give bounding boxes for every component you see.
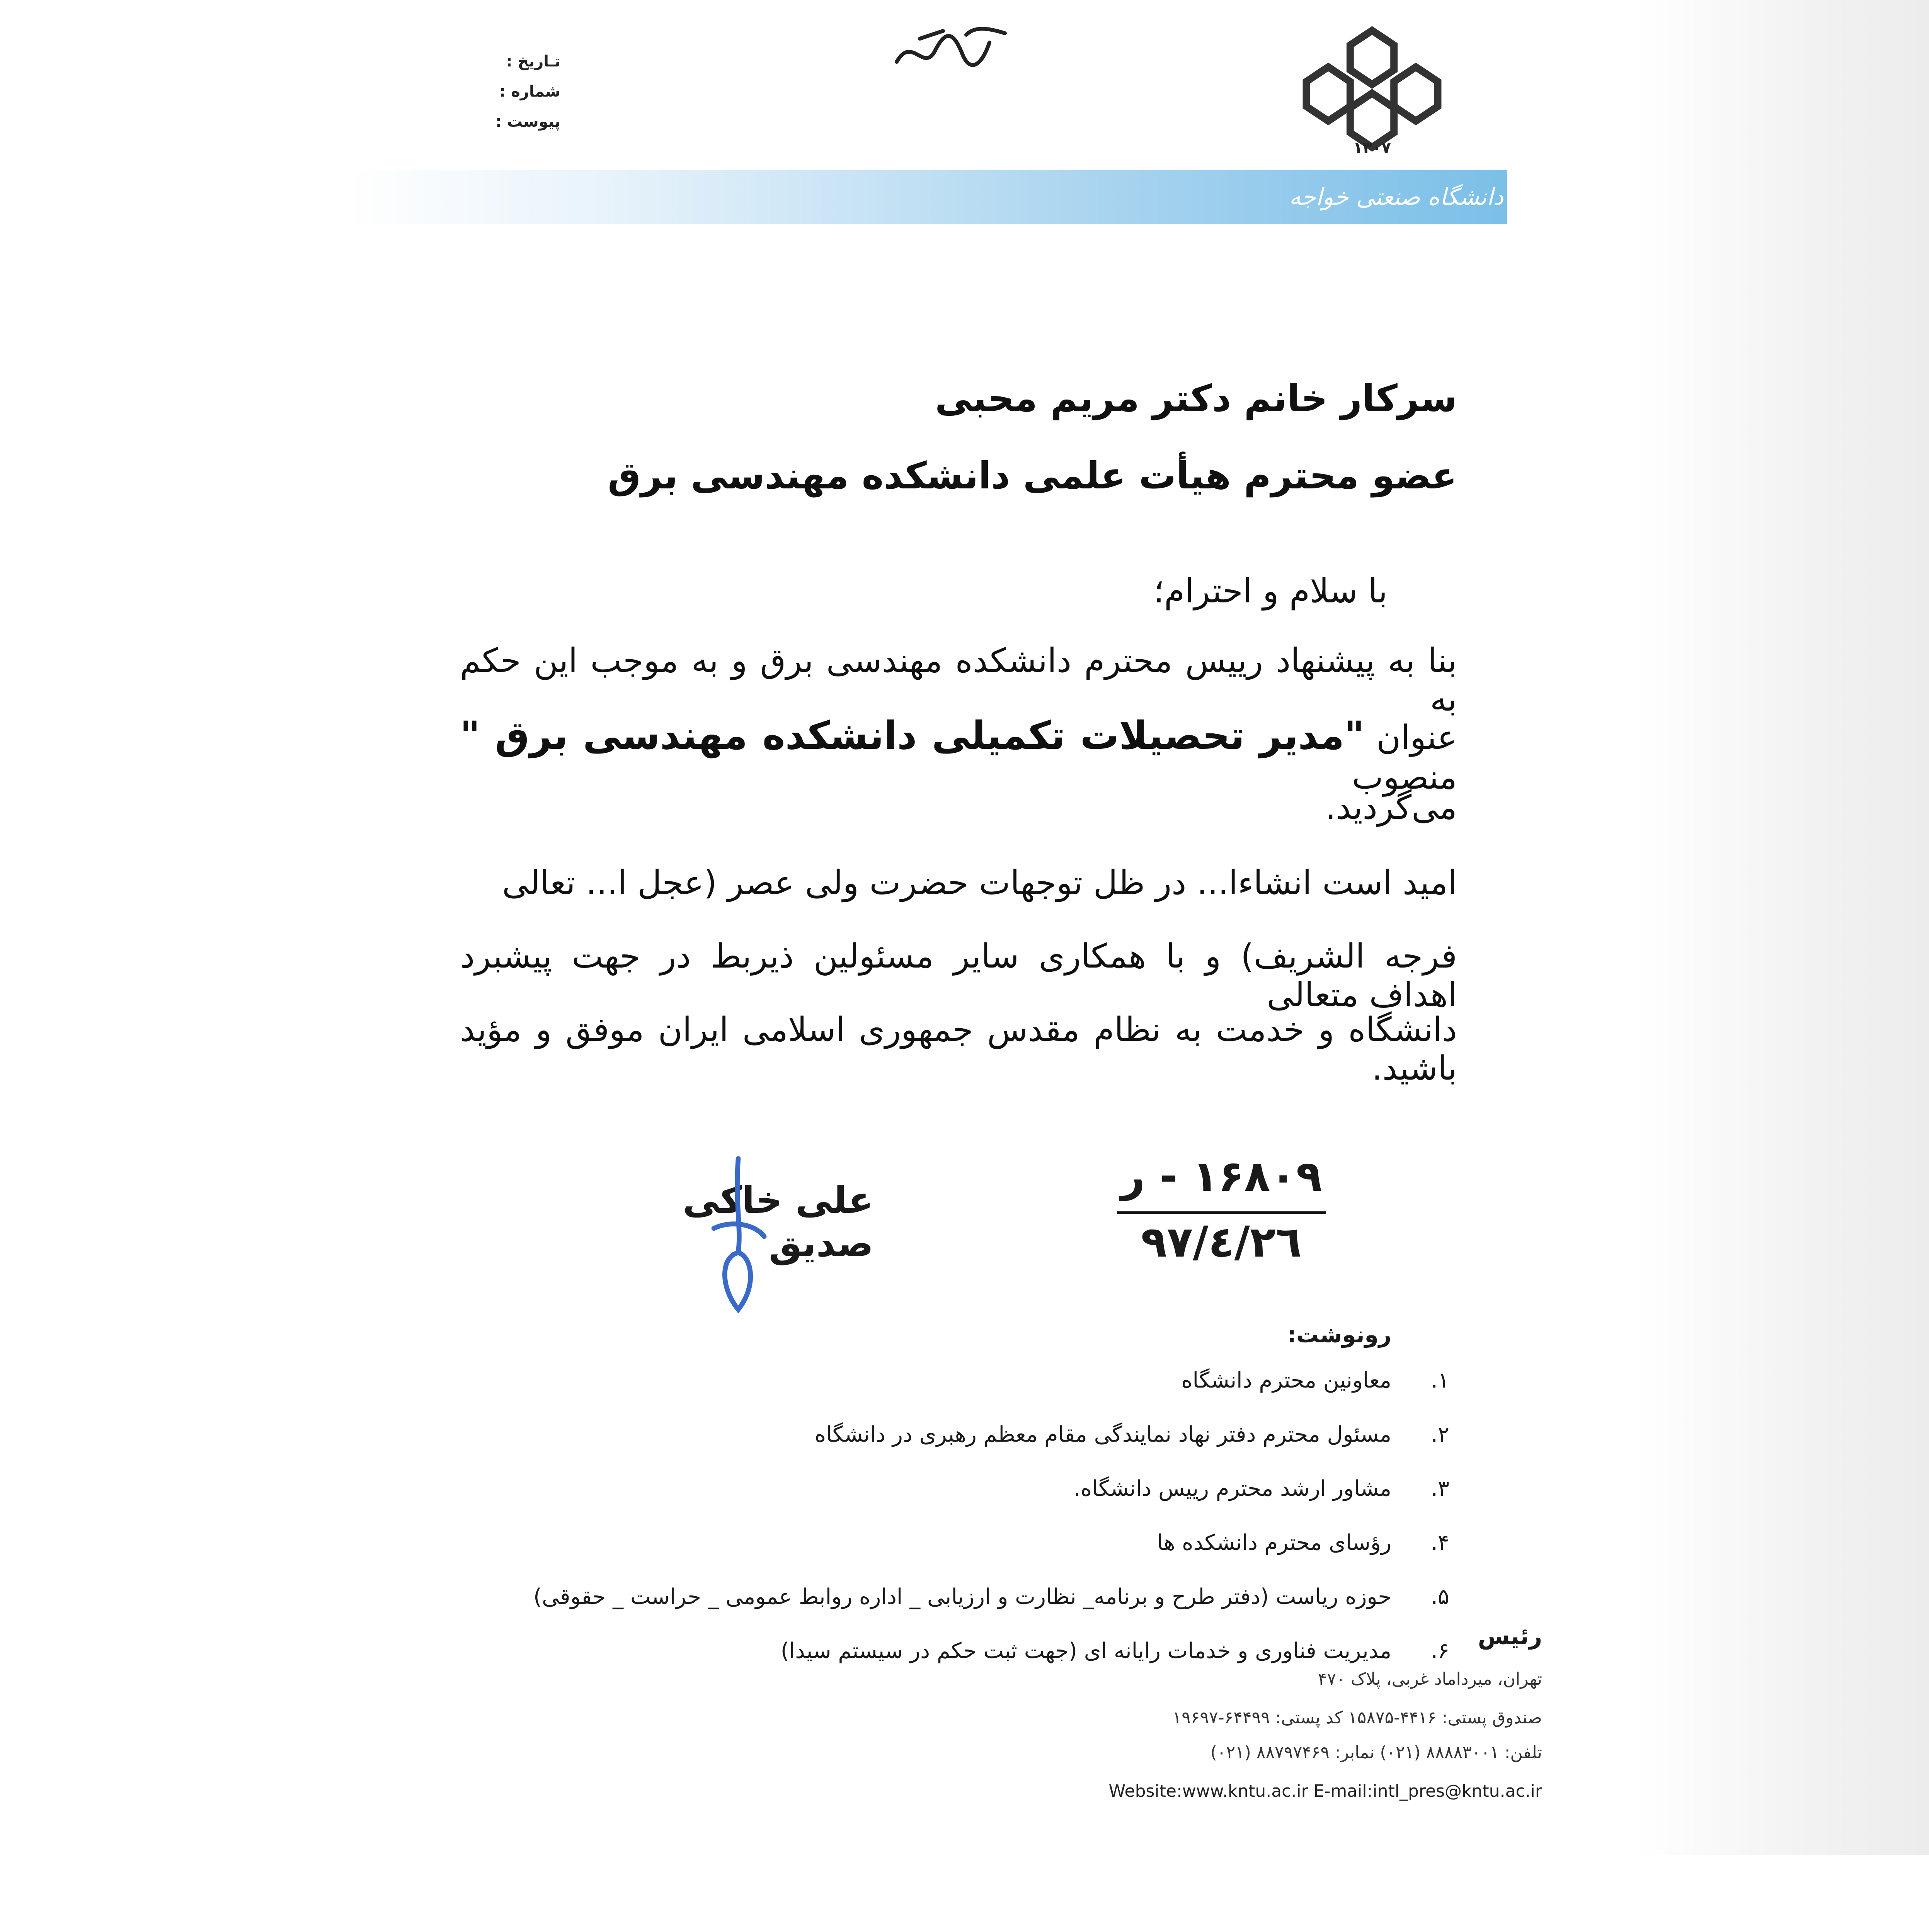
copy-item (386, 1584, 1449, 1609)
founding-year: ۱۳۰۷ (1353, 139, 1391, 157)
greeting: با سلام و احترام؛ (1153, 572, 1388, 611)
logo-emblem-icon (1299, 23, 1445, 155)
letter-meta (464, 46, 560, 137)
scan-shading (1635, 0, 1929, 1855)
copy-item-number: ۵. (1431, 1584, 1449, 1609)
paragraph-1-line-2 (460, 713, 1457, 797)
copy-item-text: حوزه ریاست (دفتر طرح و برنامه_ نظارت و ارزیابی _ اداره روابط عمومی _ حراست _ حقوقی) (533, 1584, 1391, 1609)
copy-item-number: ۲. (1431, 1422, 1449, 1447)
copy-item-number: ۶. (1431, 1638, 1449, 1663)
copy-item-text: مدیریت فناوری و خدمات رایانه ای (جهت ثبت حکم در سیستم سیدا) (780, 1638, 1391, 1663)
attachment-label: پیوست : (495, 113, 560, 131)
footer-phones: تلفن: ۸۸۸۸۳۰۰۱ (۰۲۱) نمابر: ۸۸۷۹۷۴۶۹ (۰۲۱) (1210, 1743, 1542, 1762)
copy-item-text: مسئول محترم دفتر نهاد نمایندگی مقام معظم رهبری در دانشگاه (814, 1422, 1391, 1447)
signer-title: رئیس (1478, 1623, 1542, 1650)
appointment-title: "مدیر تحصیلات تکمیلی دانشکده مهندسی برق " (460, 713, 1365, 758)
copy-item-number: ۳. (1431, 1476, 1449, 1501)
footer-postal: صندوق پستی: ۴۴۱۶-۱۵۸۷۵ کد پستی: ۶۴۴۹۹-۱۹۶۹۷ (1172, 1708, 1542, 1728)
footer-web: Website:www.kntu.ac.ir E-mail:intl_pres@kntu.ac.ir (1108, 1781, 1542, 1801)
footer-address: تهران، میرداماد غربی، پلاک ۴۷۰ (1318, 1669, 1542, 1689)
university-logo (1299, 23, 1445, 155)
copy-item (386, 1422, 1449, 1447)
copy-item-text: معاونین محترم دانشگاه (1181, 1368, 1391, 1393)
paragraph-1-line-3: می‌گردید. (1325, 788, 1457, 827)
signer-name: علی خاکی صدیق (683, 1179, 873, 1265)
recipient-title: عضو محترم هیأت علمی دانشکده مهندسی برق (608, 454, 1457, 497)
copy-item (386, 1368, 1449, 1393)
number-label: شماره : (499, 83, 560, 100)
copies-label: رونوشت: (1287, 1321, 1391, 1348)
copy-item-number: ۱. (1431, 1368, 1449, 1393)
reference-number: ۱۶۸۰۹ - ر (1120, 1151, 1322, 1201)
recipient-name: سرکار خانم دکتر مریم محبی (935, 377, 1457, 420)
title-prefix: عنوان (1376, 718, 1457, 757)
paragraph-1-line-1: بنا به پیشنهاد رییس محترم دانشکده مهندسی برق و به موجب این حکم به (460, 641, 1457, 719)
reference-divider (1117, 1211, 1326, 1214)
reference-date: ۹۷/٤/۲٦ (1141, 1217, 1302, 1267)
university-name: دانشگاه صنعتی خواجه نصیرالدین طوسی (1289, 184, 1503, 253)
copy-item (386, 1476, 1449, 1501)
paragraph-2-line-3: دانشگاه و خدمت به نظام مقدس جمهوری اسلامی ایران موفق و مؤید باشید. (460, 1010, 1457, 1088)
title-suffix: منصوب (1352, 758, 1457, 797)
handwritten-signature (703, 1155, 773, 1318)
copy-item-text: مشاور ارشد محترم رییس دانشگاه. (1074, 1476, 1391, 1501)
copy-item-number: ۴. (1431, 1530, 1449, 1555)
copy-item (386, 1530, 1449, 1555)
copy-item (386, 1638, 1449, 1663)
copy-item-text: رؤسای محترم دانشکده ها (1157, 1530, 1391, 1555)
date-label: تـاریخ : (506, 53, 560, 70)
paragraph-2-line-2: فرجه الشریف) و با همکاری سایر مسئولین ذیربط در جهت پیشبرد اهداف متعالی (460, 937, 1457, 1014)
basmala-calligraphy (889, 19, 1013, 81)
paragraph-2-line-1: امید است انشاءا... در ظل توجهات حضرت ولی عصر (عجل ا... تعالی (502, 864, 1457, 902)
